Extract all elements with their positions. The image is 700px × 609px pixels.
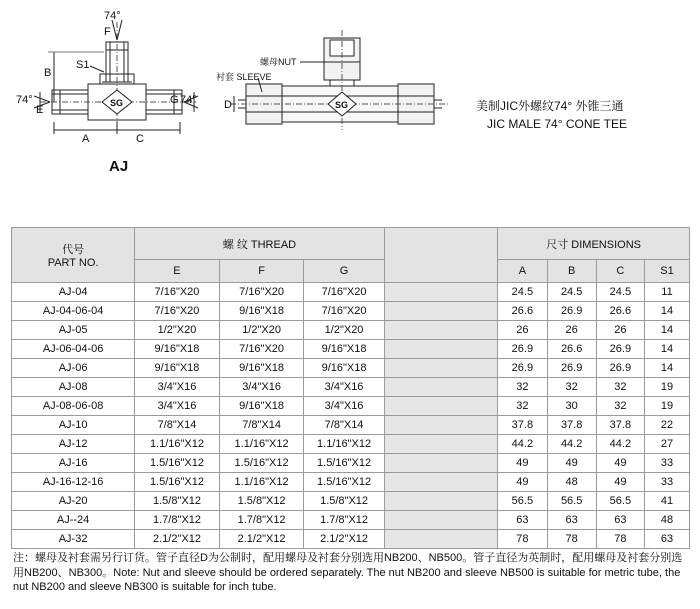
dim-s1-cell: 27 bbox=[644, 435, 689, 454]
sleeve-label: 衬套 SLEEVE bbox=[216, 72, 272, 82]
col-c-header: C bbox=[596, 260, 644, 283]
dim-b-cell: 37.8 bbox=[547, 416, 596, 435]
col-f-header: F bbox=[219, 260, 304, 283]
table-row bbox=[12, 492, 690, 511]
part-no-header-en: PART NO. bbox=[47, 257, 99, 269]
blank-cell bbox=[384, 397, 498, 416]
thread-g-cell: 3/4"X16 bbox=[304, 397, 384, 416]
part-no-cell: AJ--24 bbox=[12, 511, 135, 530]
thread-e-cell: 1.5/16"X12 bbox=[135, 454, 220, 473]
col-s1-header: S1 bbox=[644, 260, 689, 283]
dim-c-cell: 26 bbox=[596, 321, 644, 340]
part-no-cell: AJ-04 bbox=[12, 283, 135, 302]
thread-f-cell: 9/16"X18 bbox=[219, 397, 304, 416]
dim-a-cell: 24.5 bbox=[498, 283, 547, 302]
dim-s1-cell: 48 bbox=[644, 511, 689, 530]
thread-g-cell: 1.5/8"X12 bbox=[304, 492, 384, 511]
dim-a-cell: 49 bbox=[498, 473, 547, 492]
table-row bbox=[12, 511, 690, 530]
blank-cell bbox=[384, 283, 498, 302]
dim-a-cell: 26.9 bbox=[498, 359, 547, 378]
thread-f-cell: 7/16"X20 bbox=[219, 340, 304, 359]
table-row bbox=[12, 416, 690, 435]
blank-column-header bbox=[384, 228, 498, 283]
part-no-cell: AJ-10 bbox=[12, 416, 135, 435]
dim-a-cell: 26.9 bbox=[498, 340, 547, 359]
table-row bbox=[12, 473, 690, 492]
thread-f-cell: 2.1/2"X12 bbox=[219, 530, 304, 549]
thread-f-cell: 3/4"X16 bbox=[219, 378, 304, 397]
angle-right-label: 74° bbox=[180, 94, 197, 106]
thread-g-cell: 7/16"X20 bbox=[304, 302, 384, 321]
logo-text-right: SG bbox=[335, 100, 349, 110]
part-no-header bbox=[12, 228, 135, 283]
thread-f-cell: 1.5/8"X12 bbox=[219, 492, 304, 511]
col-g-header: G bbox=[304, 260, 384, 283]
thread-e-cell: 3/4"X16 bbox=[135, 397, 220, 416]
dim-s1-cell: 41 bbox=[644, 492, 689, 511]
dim-a-cell: 37.8 bbox=[498, 416, 547, 435]
table-row bbox=[12, 397, 690, 416]
thread-g-cell: 2.1/2"X12 bbox=[304, 530, 384, 549]
dim-b-cell: 26.9 bbox=[547, 302, 596, 321]
g-label: G bbox=[170, 94, 179, 106]
thread-e-cell: 1/2"X20 bbox=[135, 321, 220, 340]
dim-a-cell: 56.5 bbox=[498, 492, 547, 511]
thread-f-cell: 1/2"X20 bbox=[219, 321, 304, 340]
nut-label: 螺母NUT bbox=[260, 57, 297, 67]
dim-b-cell: 26 bbox=[547, 321, 596, 340]
table-row bbox=[12, 359, 690, 378]
dim-s1-cell: 11 bbox=[644, 283, 689, 302]
dim-s1-cell: 19 bbox=[644, 378, 689, 397]
dim-s1-cell: 33 bbox=[644, 473, 689, 492]
table-row bbox=[12, 340, 690, 359]
angle-top-label: 74° bbox=[104, 10, 121, 22]
dim-a-cell: 26 bbox=[498, 321, 547, 340]
thread-g-cell: 1.5/16"X12 bbox=[304, 473, 384, 492]
c-label: C bbox=[136, 133, 144, 145]
blank-cell bbox=[384, 378, 498, 397]
dim-b-cell: 49 bbox=[547, 454, 596, 473]
col-e-header: E bbox=[135, 260, 220, 283]
thread-g-cell: 1.1/16"X12 bbox=[304, 435, 384, 454]
dim-b-cell: 48 bbox=[547, 473, 596, 492]
thread-g-cell: 1.5/16"X12 bbox=[304, 454, 384, 473]
blank-cell bbox=[384, 435, 498, 454]
blank-cell bbox=[384, 416, 498, 435]
table-row bbox=[12, 321, 690, 340]
blank-cell bbox=[384, 302, 498, 321]
dim-a-cell: 49 bbox=[498, 454, 547, 473]
thread-g-cell: 1/2"X20 bbox=[304, 321, 384, 340]
part-no-header-cn: 代号 bbox=[62, 244, 85, 256]
dim-b-cell: 30 bbox=[547, 397, 596, 416]
dim-s1-cell: 22 bbox=[644, 416, 689, 435]
col-a-header: A bbox=[498, 260, 547, 283]
dim-b-cell: 32 bbox=[547, 378, 596, 397]
dimensions-header: 尺寸 DIMENSIONS bbox=[498, 228, 690, 260]
model-label: AJ bbox=[109, 158, 129, 175]
thread-header: 螺 纹 THREAD bbox=[135, 228, 385, 260]
spec-table bbox=[11, 227, 690, 549]
thread-f-cell: 1.7/8"X12 bbox=[219, 511, 304, 530]
blank-cell bbox=[384, 473, 498, 492]
col-b-header: B bbox=[547, 260, 596, 283]
part-no-cell: AJ-32 bbox=[12, 530, 135, 549]
table-row bbox=[12, 302, 690, 321]
thread-f-cell: 9/16"X18 bbox=[219, 359, 304, 378]
thread-e-cell: 9/16"X18 bbox=[135, 359, 220, 378]
dim-s1-cell: 14 bbox=[644, 302, 689, 321]
d-label: D bbox=[224, 99, 232, 111]
dim-b-cell: 44.2 bbox=[547, 435, 596, 454]
dim-b-cell: 63 bbox=[547, 511, 596, 530]
part-no-cell: AJ-04-06-04 bbox=[12, 302, 135, 321]
table-row bbox=[12, 435, 690, 454]
thread-e-cell: 7/16"X20 bbox=[135, 302, 220, 321]
angle-left-label: 74° bbox=[16, 94, 33, 106]
dim-a-cell: 63 bbox=[498, 511, 547, 530]
f-label: F bbox=[104, 26, 111, 38]
thread-f-cell: 9/16"X18 bbox=[219, 302, 304, 321]
part-no-cell: AJ-08-06-08 bbox=[12, 397, 135, 416]
thread-f-cell: 1.1/16"X12 bbox=[219, 473, 304, 492]
dim-c-cell: 78 bbox=[596, 530, 644, 549]
thread-f-cell: 1.1/16"X12 bbox=[219, 435, 304, 454]
logo-text-left: SG bbox=[110, 98, 124, 108]
dim-c-cell: 44.2 bbox=[596, 435, 644, 454]
thread-e-cell: 7/16"X20 bbox=[135, 283, 220, 302]
dim-b-cell: 78 bbox=[547, 530, 596, 549]
thread-e-cell: 1.5/16"X12 bbox=[135, 473, 220, 492]
title-chinese: 美制JIC外螺纹74° 外锥三通 bbox=[476, 99, 624, 113]
thread-g-cell: 9/16"X18 bbox=[304, 359, 384, 378]
thread-e-cell: 1.5/8"X12 bbox=[135, 492, 220, 511]
thread-f-cell: 7/16"X20 bbox=[219, 283, 304, 302]
dim-c-cell: 37.8 bbox=[596, 416, 644, 435]
part-no-cell: AJ-12 bbox=[12, 435, 135, 454]
dim-c-cell: 26.9 bbox=[596, 359, 644, 378]
part-no-cell: AJ-20 bbox=[12, 492, 135, 511]
dim-s1-cell: 14 bbox=[644, 321, 689, 340]
table-row bbox=[12, 530, 690, 549]
dim-a-cell: 32 bbox=[498, 397, 547, 416]
dim-s1-cell: 14 bbox=[644, 359, 689, 378]
thread-e-cell: 2.1/2"X12 bbox=[135, 530, 220, 549]
thread-g-cell: 3/4"X16 bbox=[304, 378, 384, 397]
dim-c-cell: 56.5 bbox=[596, 492, 644, 511]
dim-c-cell: 32 bbox=[596, 378, 644, 397]
thread-e-cell: 1.7/8"X12 bbox=[135, 511, 220, 530]
dim-b-cell: 26.9 bbox=[547, 359, 596, 378]
thread-f-cell: 1.5/16"X12 bbox=[219, 454, 304, 473]
dim-c-cell: 32 bbox=[596, 397, 644, 416]
dim-c-cell: 26.6 bbox=[596, 302, 644, 321]
dim-c-cell: 49 bbox=[596, 454, 644, 473]
e-label: E bbox=[36, 104, 44, 116]
left-tee-drawing bbox=[34, 20, 198, 134]
dim-c-cell: 49 bbox=[596, 473, 644, 492]
dim-b-cell: 24.5 bbox=[547, 283, 596, 302]
part-no-cell: AJ-06 bbox=[12, 359, 135, 378]
dim-a-cell: 78 bbox=[498, 530, 547, 549]
blank-cell bbox=[384, 530, 498, 549]
table-row bbox=[12, 378, 690, 397]
part-no-cell: AJ-08 bbox=[12, 378, 135, 397]
dim-b-cell: 56.5 bbox=[547, 492, 596, 511]
thread-g-cell: 9/16"X18 bbox=[304, 340, 384, 359]
thread-e-cell: 9/16"X18 bbox=[135, 340, 220, 359]
dim-s1-cell: 19 bbox=[644, 397, 689, 416]
blank-cell bbox=[384, 321, 498, 340]
thread-e-cell: 3/4"X16 bbox=[135, 378, 220, 397]
table-row bbox=[12, 454, 690, 473]
blank-cell bbox=[384, 511, 498, 530]
blank-cell bbox=[384, 492, 498, 511]
thread-e-cell: 7/8"X14 bbox=[135, 416, 220, 435]
footnote: 注：螺母及衬套需另行订货。管子直径D为公制时，配用螺母及衬套分别选用NB200、NB500。管子直径为英制时，配用螺母及衬套分别选用NB200、NB300。Note: Nut and sleeve should be ordered separately. The nut NB200 and sleeve NB500 is suitable for metric tube, the nut NB200 and sleeve NB300 is suitable for inch tube. bbox=[13, 552, 683, 593]
blank-cell bbox=[384, 454, 498, 473]
table-row bbox=[12, 283, 690, 302]
thread-g-cell: 1.7/8"X12 bbox=[304, 511, 384, 530]
part-no-cell: AJ-05 bbox=[12, 321, 135, 340]
dim-c-cell: 63 bbox=[596, 511, 644, 530]
dim-c-cell: 26.9 bbox=[596, 340, 644, 359]
blank-cell bbox=[384, 340, 498, 359]
dim-s1-cell: 33 bbox=[644, 454, 689, 473]
thread-e-cell: 1.1/16"X12 bbox=[135, 435, 220, 454]
dim-b-cell: 26.6 bbox=[547, 340, 596, 359]
dim-s1-cell: 63 bbox=[644, 530, 689, 549]
title-english: JIC MALE 74° CONE TEE bbox=[487, 117, 627, 131]
dim-a-cell: 44.2 bbox=[498, 435, 547, 454]
dim-a-cell: 32 bbox=[498, 378, 547, 397]
thread-g-cell: 7/8"X14 bbox=[304, 416, 384, 435]
part-no-cell: AJ-06-04-06 bbox=[12, 340, 135, 359]
dim-c-cell: 24.5 bbox=[596, 283, 644, 302]
dim-s1-cell: 14 bbox=[644, 340, 689, 359]
a-label: A bbox=[82, 133, 90, 145]
thread-f-cell: 7/8"X14 bbox=[219, 416, 304, 435]
s1-label: S1 bbox=[76, 59, 90, 71]
part-no-cell: AJ-16 bbox=[12, 454, 135, 473]
thread-g-cell: 7/16"X20 bbox=[304, 283, 384, 302]
blank-cell bbox=[384, 359, 498, 378]
part-no-cell: AJ-16-12-16 bbox=[12, 473, 135, 492]
dim-a-cell: 26.6 bbox=[498, 302, 547, 321]
b-label: B bbox=[44, 67, 52, 79]
